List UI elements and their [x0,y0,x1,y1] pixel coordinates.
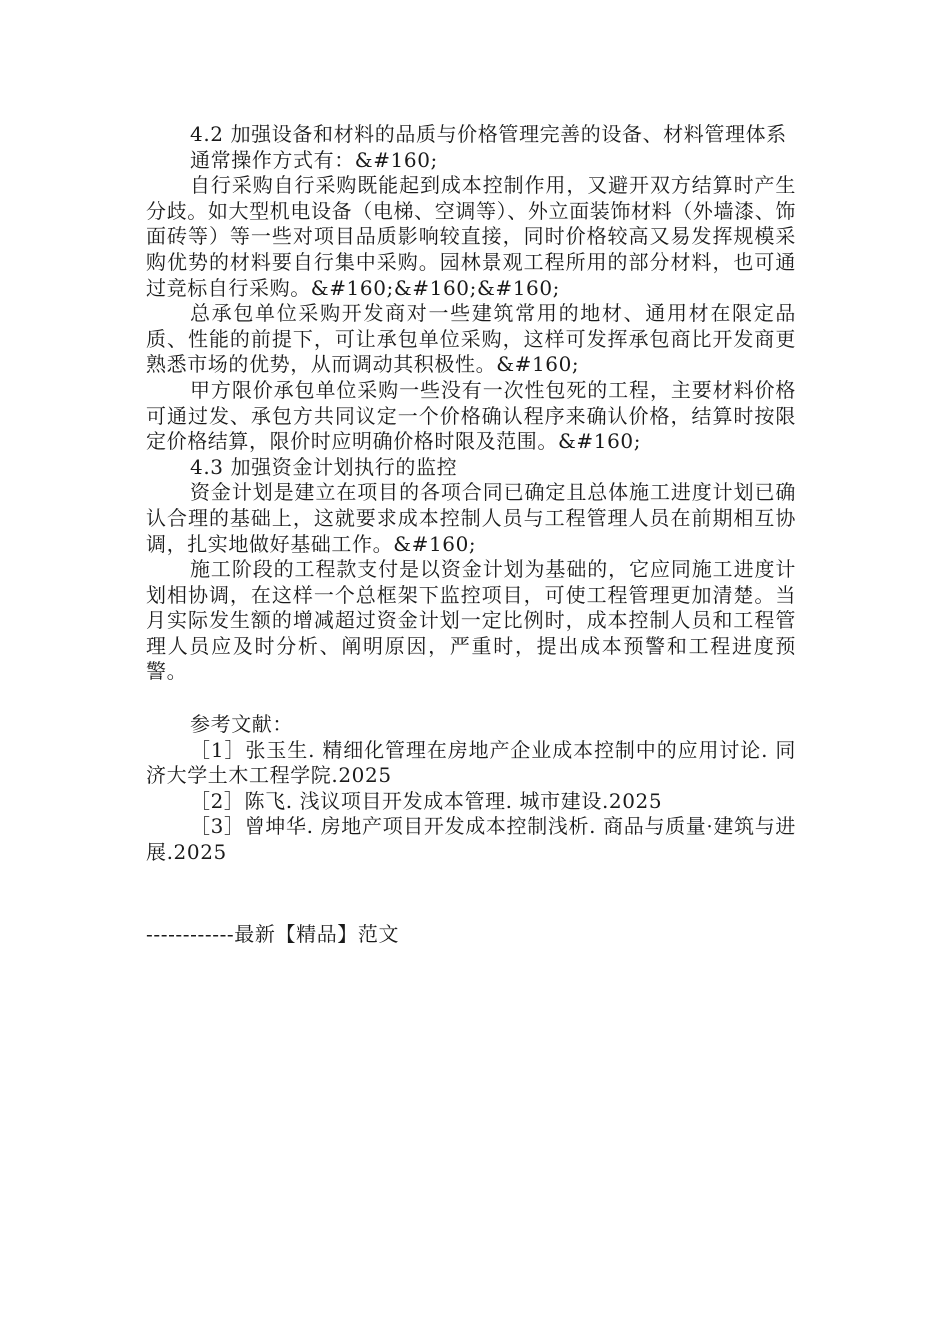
reference-item: ［3］曾坤华. 房地产项目开发成本控制浅析. 商品与质量·建筑与进展.2025 [146,814,796,865]
paragraph-contractor-procurement: 总承包单位采购开发商对一些建筑常用的地材、通用材在限定品质、性能的前提下，可让承包单位采购，这样可发挥承包商比开发商更熟悉市场的优势，从而调动其积极性。&#160; [146,301,796,377]
paragraph-operation-modes: 通常操作方式有：&#160; [190,147,438,172]
paragraph-fund-plan: 资金计划是建立在项目的各项合同已确定且总体施工进度计划已确认合理的基础上，这就要求成本控制人员与工程管理人员在前期相互协调，扎实地做好基础工作。&#160; [146,480,796,556]
section-heading-4-2: 4.2 加强设备和材料的品质与价格管理完善的设备、材料管理体系 [190,122,787,146]
paragraph-price-limited-procurement: 甲方限价承包单位采购一些没有一次性包死的工程，主要材料价格可通过发、承包方共同议定一个价格确认程序来确认价格，结算时按限定价格结算，限价时应明确价格时限及范围。&#160; [146,377,796,454]
paragraph-payment-monitoring: 施工阶段的工程款支付是以资金计划为基础的，它应同施工进度计划相协调，在这样一个总框架下监控项目，可使工程管理更加清楚。当月实际发生额的增减超过资金计划一定比例时，成本控制人员和工程管理人员应及时分析、阐明原因，严重时，提出成本预警和工程进度预警。 [146,557,796,684]
document-body [146,122,796,866]
section-heading-4-3: 4.3 加强资金计划执行的监控 [190,454,458,479]
references-title: 参考文献： [190,712,293,737]
paragraph-self-procurement: 自行采购自行采购既能起到成本控制作用，又避开双方结算时产生分歧。如大型机电设备（电梯、空调等）、外立面装饰材料（外墙漆、饰面砖等）等一些对项目品质影响较直接，同时价格较高又易发挥规模采购优势的材料要自行集中采购。园林景观工程所用的部分材料，也可通过竞标自行采购。&#160;&#160;&#160; [146,173,796,300]
footer-text: ------------最新【精品】范文 [146,922,400,946]
reference-item: ［1］张玉生. 精细化管理在房地产企业成本控制中的应用讨论. 同济大学土木工程学院.2025 [146,737,796,788]
reference-item: ［2］陈飞. 浅议项目开发成本管理. 城市建设.2025 [190,788,663,813]
